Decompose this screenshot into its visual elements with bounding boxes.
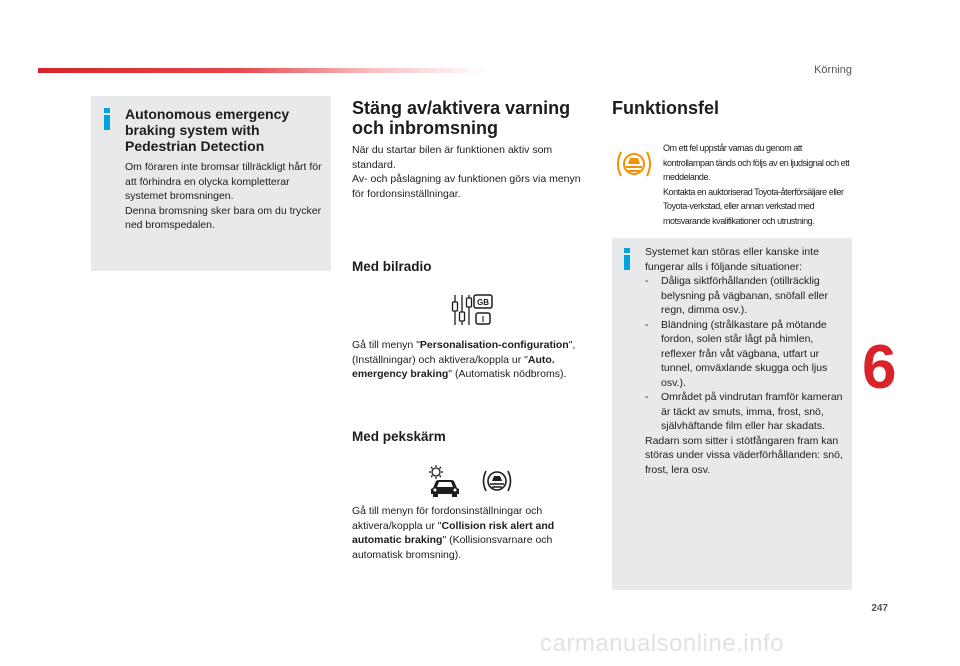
info-icon (622, 248, 632, 270)
list-item: - Bländning (strålkastare på mötande fordon, solen står lågt på himlen, reflexer från våt vägbana, utfart ur tunnel, omväxlande skugga och ljus osv.). (645, 318, 828, 389)
header-accent-bar (38, 68, 488, 73)
middle-intro: När du startar bilen är funktionen aktiv som standard. Av- och påslagning av funktionen görs via menyn för fordonsinställningar. (352, 144, 581, 200)
middle-column-title: Stäng av/aktivera varning och inbromsning (352, 98, 571, 138)
info-box-title: Autonomous emergency braking system with Pedestrian Detection (125, 106, 290, 154)
section-title: Körning (814, 64, 852, 76)
brake-warning-icon (614, 147, 654, 181)
radio-instructions: Gå till menyn "Personalisation-configuration", (Inställningar) och aktivera/koppla ur "Auto. emergency braking" (Automatisk nödbroms). (352, 339, 576, 380)
info-icon (102, 108, 112, 130)
radio-icon-badge: GB (477, 298, 489, 307)
page-number: 247 (871, 603, 888, 614)
limitations-list (645, 274, 850, 434)
settings-sliders-icon (450, 293, 494, 327)
limitations-text: Systemet kan störas eller kanske inte fungerar alls i följande situationer: - Dåliga siktförhållanden (otillräcklig belysning på vägbanan, snöfall eller regn, dimma osv.). - Bländning (strålkastare på mötande fordon, solen står lågt på himlen, reflexer från våt vägbana, utfart ur tunnel, omväxlande skugga och ljus osv.). - Området på vindrutan framför kameran är täckt av smuts, imma, frost, snö, självhäftande film eller har skadats. Radarn som sitter i stötfångaren fram kan störas under vissa väderförhållanden: snö, frost, lera osv. (645, 245, 850, 477)
info-box-aeb (91, 96, 331, 271)
radio-heading: Med bilradio (352, 259, 432, 274)
touchscreen-instructions: Gå till menyn för fordonsinställningar och aktivera/koppla ur "Collision risk alert and automatic braking" (Kollisionsvarnare och automatisk bromsning). (352, 505, 555, 561)
watermark: carmanualsonline.info (540, 630, 784, 657)
collision-brake-icon (480, 465, 514, 497)
chapter-number: 6 (862, 333, 897, 402)
info-box-text: Om föraren inte bromsar tillräckligt hårt för att förhindra en olycka kompletterar systemet bromsningen. Denna bromsning sker bara om du trycker ned bromspedalen. (125, 161, 322, 231)
list-item: - Området på vindrutan framför kameran är täckt av smuts, imma, frost, snö, självhäftande film eller har skadats. (645, 391, 843, 432)
fault-description: Om ett fel uppstår varnas du genom att kontrollampan tänds och följs av en ljudsignal och ett meddelande. Kontakta en auktoriserad Toyota-återförsäljare eller Toyota-verkstad, eller annan verkstad med motsvarande kvalifikationer och utrustning. (663, 143, 850, 226)
radio-icon-small: I (481, 315, 485, 324)
info-box-limitations (612, 238, 852, 590)
right-column-title: Funktionsfel (612, 98, 719, 118)
list-item: - Dåliga siktförhållanden (otillräcklig belysning på vägbanan, snöfall eller regn, dimma osv.). (645, 275, 828, 316)
car-settings-icon (425, 464, 463, 498)
touchscreen-heading: Med pekskärm (352, 429, 446, 444)
